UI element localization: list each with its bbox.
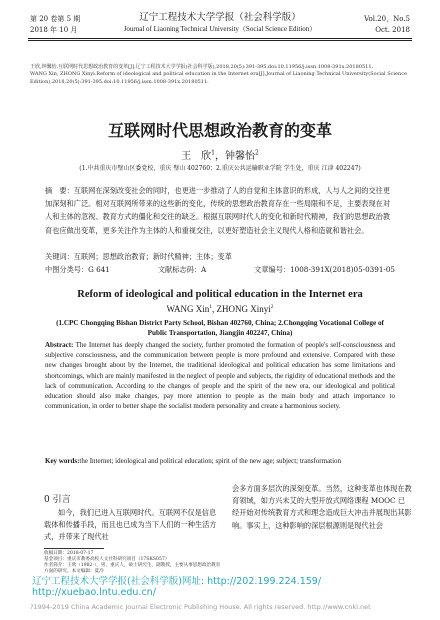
keywords-text-cn: 互联网；思想政治教育；新时代精神；主体；变革 [73, 252, 232, 261]
document-code: 文献标志码：A [157, 265, 207, 274]
author-2-en: ZHONG Xinyi [216, 304, 271, 314]
issue-cn: 第 20 卷第 5 期 [30, 15, 81, 23]
footnote-block [44, 551, 224, 575]
keywords-label-cn: 关键词： [45, 252, 74, 261]
author-2-cn: 钟馨怡 [225, 151, 255, 162]
section-title: 引言 [52, 495, 71, 505]
author-1-en: WANG Xin [166, 304, 210, 314]
author-1-mark-en: 1 [209, 304, 212, 310]
affiliation-cn: (1.中共重庆市璧山区委党校，重庆 璧山 402760；2.重庆公共运输职业学院 学生处，重庆 江津 402247) [79, 165, 361, 172]
footnote-funding: 基金项目：重庆市教委高校人文社科研究项目（17SKS057） [44, 557, 170, 562]
keywords-label-en: Key words: [45, 457, 80, 465]
citation-cn: 王欣,钟馨怡.互联网时代思想政治教育的变革[J].辽宁工程技术大学学报(社会科学版),2018,20(5):391-395.doi:10.11956/j.issn.1008-391x.20180511. [30, 64, 374, 70]
footnote-author-bio: 作者简介：王欣（1982-），男，重庆人，硕士研究生，副教授，主要从事思想政治教育方面的研究。本文编辑：夏冷 [44, 563, 221, 574]
journal-website-footer: 辽宁工程技术大学学报(社会科学版)网址: http://202.199.224.159/ http://xuebao.lntu.edu.cn/ [32, 576, 341, 598]
header-rule [28, 38, 412, 39]
body-column-right: 会多方面多层次的深刻变革。当然，这种变革也体现在教育领域，如方兴未艾的大型开放式网络课程 MOOC 已经开始对传统教育方式和理念造成巨大冲击并展现出其影响。事实上，这种影响的深层根源则是现代社会 [232, 484, 412, 530]
author-sep-cn: ， [215, 151, 225, 162]
keywords-text-en: the Internet; ideological and political education; spirit of the new age; subject; transformation [79, 457, 342, 465]
header-issue [30, 14, 80, 36]
abstract-text-cn: 互联网在深刻改变社会的同时，也更进一步推动了人的自觉和主体意识的形成，人与人之间的交往更加深刻和广泛。相对互联网所带来的这些新的变化，传统的思想政治教育存在一些局限和不足，主要表现在对人和主体的忽视、教育方式的僵化和交往的缺乏。根据互联网时代人的变化和新时代精神，我们的思想政治教育也应做出变革，更多关注作为主体的人和重视交往，以更好塑造社会主义现代人格和造就和谐社会。 [45, 186, 391, 235]
date-cn: 2018 年 10 月 [30, 26, 78, 34]
abstract-text-en: The Internet has deeply changed the society, further promoted the formation of people's self-consciousness and subjective consciousness, and the communication between people is more profound and extensive. Compared with these new changes brought about by the Internet, the traditional ideological and political education has some limitations and shortcomings, which are mainly manifested in the neglect of people and subjects, the rigidity of educational methods and the lack of communication. According to the changes of people and the spirit of the new era, our ideological and political education should also make changes, pay more attention to people as the main body and attach importance to communication, in order to better shape the socialist modern personality and create a harmonious society. [45, 341, 395, 411]
authors-cn [30, 147, 410, 162]
volume-number: Vol.20，No.5 [364, 15, 410, 23]
abstract-label-en: Abstract: [45, 341, 74, 349]
keywords-cn [45, 250, 395, 263]
journal-name-cn: 辽宁工程技术大学学报（社会科学版） [139, 12, 301, 23]
date-en: Oct. 2018 [375, 26, 410, 34]
article-title-cn: 互联网时代思想政治教育的变革 [107, 121, 332, 140]
copyright-notice: ?1994-2019 China Academic Journal Electronic Publishing House. All rights reserved. http://www.cnki.net [30, 603, 371, 611]
abstract-cn [45, 184, 395, 237]
citation-en: WANG Xin, ZHONG Xinyi.Reform of ideological and political education in the Internet era[J].Journal of Liaoning Technical University(Social Science Edition),2018,20(5):391-395.doi:10.11956/j.issn.1008-391x.20180511. [30, 71, 407, 85]
body-column-left: 如今，我们已进入互联网时代。互联网不仅是信息载体和传播手段，而且也已成为当下人们的一种生活方式，并带来了现代社 [44, 508, 217, 542]
section-number: 0 [44, 495, 50, 505]
affiliation-en: (1.CPC Chongqing Bishan District Party School, Bishan 402760, China; 2.Chongqing Vocational College of Public Transportation, Jiangjin 402247, China) [56, 319, 384, 337]
citation-block [30, 64, 410, 86]
abstract-en [45, 340, 395, 411]
keywords-en [45, 456, 395, 466]
author-2-mark: 2 [255, 149, 259, 157]
clc-code: 中图分类号：G 641 [45, 265, 110, 274]
article-title-en: Reform of ideological and political education in the Internet era [77, 289, 363, 300]
author-1-cn: 王 欣 [181, 151, 212, 162]
header-rule-thin [28, 40, 412, 41]
article-number: 文章编号：1008-391X(2018)05-0391-05 [254, 265, 395, 274]
header-journal [110, 12, 330, 34]
abstract-label-cn: 摘 要： [45, 186, 74, 195]
authors-en [30, 304, 410, 314]
section-heading [44, 492, 71, 505]
author-sep-en: , [212, 304, 217, 314]
author-1-mark: 1 [211, 149, 215, 157]
journal-name-en: Journal of Liaoning Technical University（Social Science Edition） [123, 25, 317, 33]
footnote-rule [44, 548, 104, 549]
author-2-mark-en: 2 [270, 304, 274, 310]
header-volume [364, 14, 410, 36]
footnote-received: 收稿日期：2018-07-17 [44, 551, 94, 556]
classification-codes [45, 263, 395, 276]
